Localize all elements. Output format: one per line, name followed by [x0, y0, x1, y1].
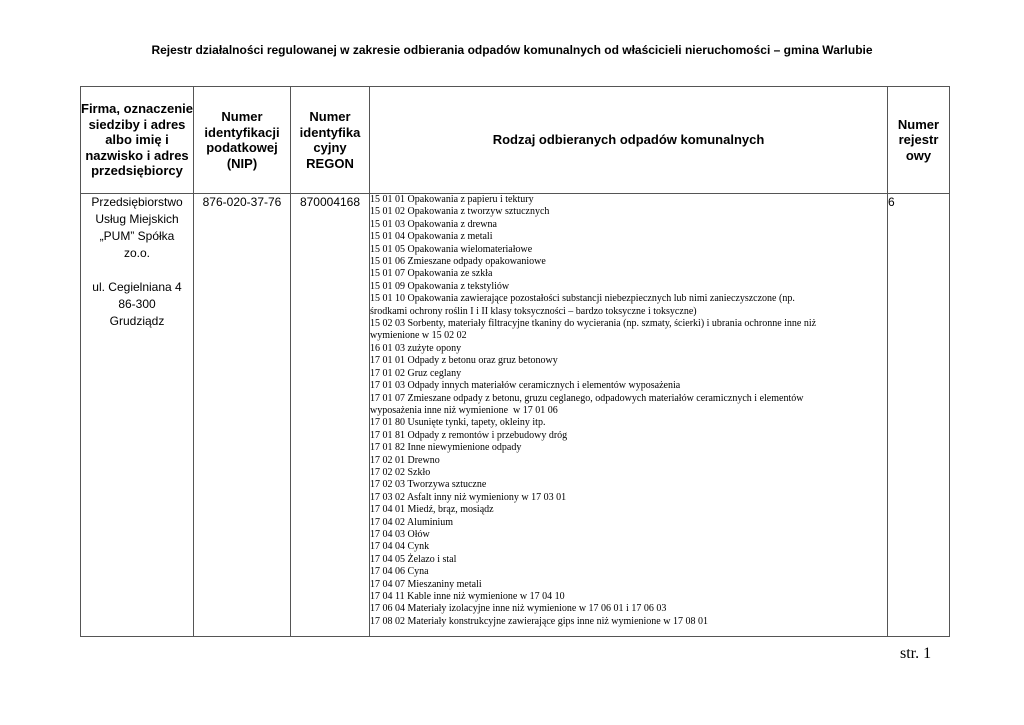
waste-item: 15 01 02 Opakowania z tworzyw sztucznych — [370, 206, 550, 218]
regon-value: 870004168 — [291, 194, 370, 637]
company-name-line: Przedsiębiorstwo — [91, 195, 183, 209]
waste-item: 15 01 03 Opakowania z drewna — [370, 218, 497, 230]
waste-item: 17 02 01 Drewno — [370, 454, 440, 466]
waste-item: 15 01 01 Opakowania z papieru i tektury — [370, 194, 534, 205]
waste-item: 15 01 09 Opakowania z tekstyliów — [370, 280, 510, 292]
waste-item: 17 02 02 Szkło — [370, 466, 431, 478]
register-table — [80, 86, 950, 637]
registry-number: 6 — [888, 194, 950, 637]
waste-item: 15 01 05 Opakowania wielomateriałowe — [370, 243, 533, 255]
waste-item: 17 08 02 Materiały konstrukcyjne zawierające gips inne niż wymienione w 17 08 01 — [370, 615, 708, 627]
company-address — [81, 279, 193, 330]
address-line: ul. Cegielniana 4 — [92, 280, 182, 294]
header-rodzaj-odpadow: Rodzaj odbieranych odpadów komunalnych — [370, 87, 888, 194]
page-title: Rejestr działalności regulowanej w zakresie odbierania odpadów komunalnych od właścicieli nieruchomości – gmina Warlubie — [151, 43, 873, 57]
waste-item: 17 04 07 Mieszaniny metali — [370, 578, 482, 590]
waste-item: 17 04 02 Aluminium — [370, 516, 454, 528]
waste-item: 15 01 10 Opakowania zawierające pozostałości substancji niebezpiecznych lub nimi zanieczyszczone (np. środkami ochrony roślin I i II klasy toksyczności – bardzo toksyczne i toksyczne) — [370, 293, 795, 317]
waste-item: 17 04 06 Cyna — [370, 566, 429, 578]
address-line: Grudziądz — [109, 314, 165, 328]
waste-item: 17 01 81 Odpady z remontów i przebudowy dróg — [370, 429, 568, 441]
waste-item: 17 04 11 Kable inne niż wymienione w 17 04 10 — [370, 591, 565, 602]
nip-value: 876-020-37-76 — [194, 194, 291, 637]
waste-item: 17 01 80 Usunięte tynki, tapety, okleiny itp. — [370, 417, 546, 429]
waste-item: 16 01 03 zużyte opony — [370, 342, 462, 354]
header-numer-rejestrowy: Numer rejestr owy — [888, 87, 950, 194]
waste-item: 17 01 03 Odpady innych materiałów ceramicznych i elementów wyposażenia — [370, 380, 681, 392]
waste-item: 17 01 01 Odpady z betonu oraz gruz betonowy — [370, 355, 558, 367]
table-row — [81, 194, 950, 637]
waste-item: 17 03 02 Asfalt inny niż wymieniony w 17 03 01 — [370, 491, 567, 503]
address-line: 86-300 — [118, 297, 156, 311]
waste-item: 17 04 04 Cynk — [370, 541, 430, 553]
page-number: str. 1 — [900, 645, 932, 662]
waste-item: 15 02 03 Sorbenty, materiały filtracyjne tkaniny do wycierania (np. szmaty, ścierki) i ubrania ochronne inne niż wymienione w 15 02 02 — [370, 318, 817, 342]
waste-item: 17 01 82 Inne niewymienione odpady — [370, 442, 522, 454]
header-row — [81, 87, 950, 194]
company-name-line: Usług Miejskich — [95, 212, 179, 226]
waste-item: 15 01 07 Opakowania ze szkła — [370, 268, 493, 280]
header-regon: Numer identyfika cyjny REGON — [291, 87, 370, 194]
waste-list — [370, 194, 888, 637]
company-name-line: „PUM” Spółka — [99, 229, 175, 243]
waste-item: 17 02 03 Tworzywa sztuczne — [370, 479, 487, 491]
company-name — [81, 194, 193, 262]
company-cell — [81, 194, 194, 637]
waste-item: 15 01 04 Opakowania z metali — [370, 231, 493, 243]
header-firma: Firma, oznaczenie siedziby i adres albo imię i nazwisko i adres przedsiębiorcy — [81, 87, 194, 194]
waste-item: 17 04 01 Miedź, brąz, mosiądz — [370, 504, 494, 516]
waste-item: 17 01 02 Gruz ceglany — [370, 367, 462, 379]
waste-item: 17 04 03 Ołów — [370, 528, 430, 540]
waste-item: 17 06 04 Materiały izolacyjne inne niż wymienione w 17 06 01 i 17 06 03 — [370, 603, 667, 615]
waste-item: 17 01 07 Zmieszane odpady z betonu, gruzu ceglanego, odpadowych materiałów ceramicznych i elementów wyposażenia inne niż wymienione w 17 01 06 — [370, 392, 804, 416]
header-nip: Numer identyfikacji podatkowej (NIP) — [194, 87, 291, 194]
waste-item: 17 04 05 Żelazo i stal — [370, 553, 457, 565]
company-name-line: zo.o. — [123, 246, 150, 260]
waste-item: 15 01 06 Zmieszane odpady opakowaniowe — [370, 256, 546, 268]
